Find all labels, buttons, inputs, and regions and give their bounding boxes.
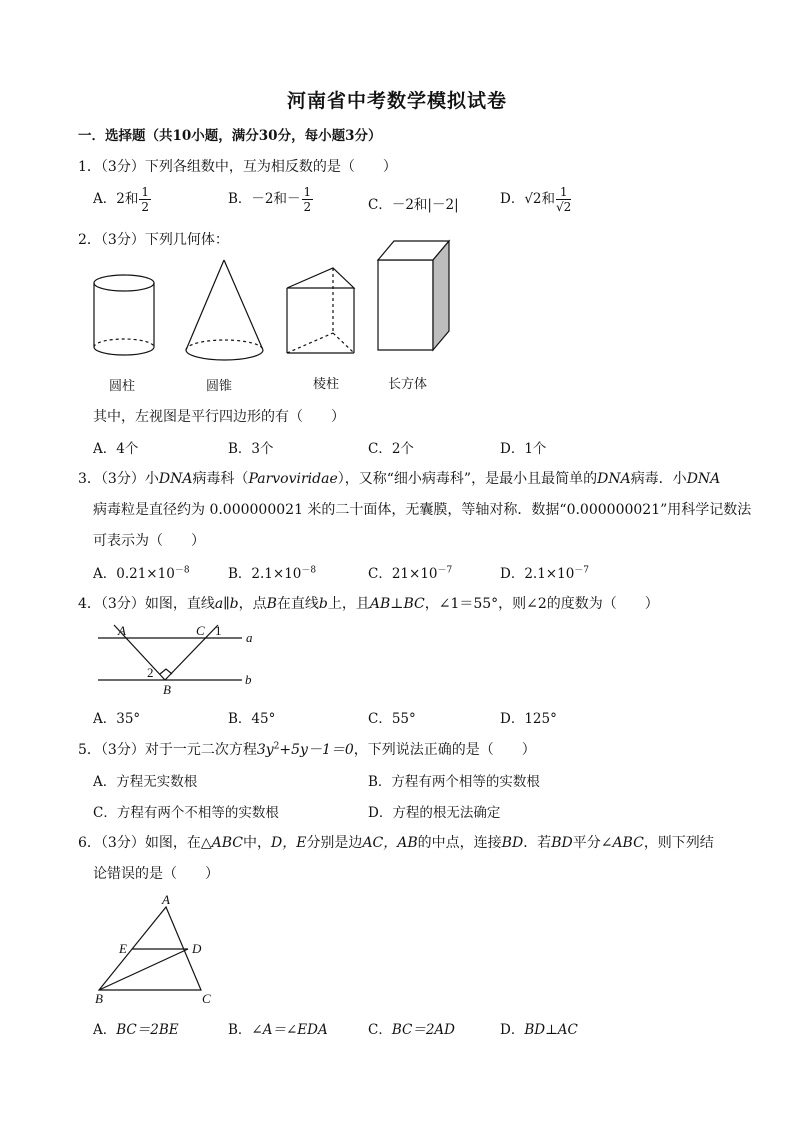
- question-5: 5．（3分）对于一元二次方程$3y^2+5y-1=0$，下列说法正确的是（ ）: [78, 741, 536, 758]
- shape-label-cylinder: 圆柱: [109, 379, 136, 394]
- q2-prompt: 其中，左视图是平行四边形的有（ ）: [93, 409, 345, 425]
- q5-option-a: A．方程无实数根: [93, 774, 198, 790]
- q4-label-1: 1: [215, 623, 222, 638]
- q6-triangle-figure: [99, 907, 201, 990]
- q1-option-d: D．√2和 $\frac{1}{√2}$: [500, 185, 572, 214]
- q1-d-fraction: $\frac{1}{√2}$: [556, 185, 572, 214]
- q3-option-a: A．$0.21\times 10^{-8}$: [93, 565, 190, 582]
- q1-option-b: B．－2和－ $\frac{1}{2}$: [228, 185, 312, 214]
- prism-figure: [287, 268, 354, 353]
- shape-label-cuboid: 长方体: [388, 377, 428, 392]
- q6-label-E: E: [119, 941, 127, 956]
- q4-label-C: C: [196, 623, 205, 638]
- q4-label-B: B: [163, 682, 171, 697]
- q6-option-b: B．∠A＝∠EDA: [228, 1022, 328, 1038]
- q6-option-c: C．BC＝2AD: [368, 1022, 456, 1038]
- q2-option-a: A．4个: [93, 441, 139, 457]
- cone-figure: [186, 260, 263, 360]
- q4-label-b: b: [245, 672, 252, 687]
- q5-option-c: C．方程有两个不相等的实数根: [93, 805, 279, 821]
- q1-option-a: A．2和 $\frac{1}{2}$: [93, 185, 149, 214]
- cuboid-figure: [378, 241, 449, 350]
- q4-label-2: 2: [147, 665, 154, 680]
- q3-line-2: 病毒粒是直径约为 0.000000021 米的二十面体，无囊膜，等轴对称．数据“0.000000021”用科学记数法: [93, 502, 752, 518]
- q2-option-c: C．2个: [368, 441, 414, 457]
- q3-option-c: C．$21\times 10^{-7}$: [368, 565, 453, 582]
- q6-label-C: C: [202, 991, 211, 1006]
- q5-option-b: B．方程有两个相等的实数根: [368, 774, 540, 790]
- q4-label-a: a: [246, 630, 253, 645]
- q2-option-d: D．1个: [500, 441, 547, 457]
- q4-option-d: D．125°: [500, 711, 557, 727]
- question-4: 4．（3分）如图，直线a∥b，点B在直线b上，且AB⊥BC，∠1＝55°，则∠2的度数为（ ）: [78, 596, 659, 612]
- page-title: 河南省中考数学模拟试卷: [286, 90, 507, 112]
- q1-option-c: C．－2和|－2|: [368, 197, 459, 213]
- q3-line-3: 可表示为（ ）: [93, 533, 205, 549]
- q6-option-a: A．BC＝2BE: [93, 1022, 179, 1038]
- shape-label-cone: 圆锥: [206, 379, 233, 394]
- q3-option-d: D．$2.1\times 10^{-7}$: [500, 565, 590, 582]
- q6-label-B: B: [95, 991, 103, 1006]
- question-3: 3．（3分）小DNA病毒科（Parvoviridae），又称“细小病毒科”，是最小且最简单的DNA病毒．小DNA: [78, 471, 721, 487]
- q1-number: 1．: [78, 159, 101, 175]
- q2-option-b: B．3个: [228, 441, 274, 457]
- q3-option-b: B．$2.1\times 10^{-8}$: [228, 565, 317, 582]
- q6-label-A: A: [162, 892, 170, 907]
- section-heading: 一．选择题（共10小题，满分30分，每小题3分）: [78, 128, 382, 144]
- q1-b-fraction: $\frac{1}{2}$: [303, 185, 312, 214]
- q4-option-b: B．45°: [228, 711, 276, 727]
- q4-option-a: A．35°: [93, 711, 141, 727]
- cylinder-figure: [94, 275, 154, 355]
- shape-label-prism: 棱柱: [313, 377, 340, 392]
- q1-a-fraction: $\frac{1}{2}$: [141, 185, 149, 214]
- question-6: 6．（3分）如图，在△ABC中，D，E分别是边AC，AB的中点，连接BD．若BD平分∠ABC，则下列结: [78, 835, 714, 851]
- question-2: 2．（3分）下列几何体：: [78, 232, 229, 248]
- q4-option-c: C．55°: [368, 711, 416, 727]
- q6-option-d: D．BD⊥AC: [500, 1022, 578, 1038]
- q5-option-d: D．方程的根无法确定: [368, 805, 501, 821]
- q1-text: （3分）下列各组数中，互为相反数的是（ ）: [100, 159, 397, 175]
- q4-label-A: A: [118, 623, 126, 638]
- q6-line-2: 论错误的是（ ）: [93, 866, 219, 882]
- q6-label-D: D: [192, 941, 202, 956]
- q2-text: （3分）下列几何体：: [100, 232, 229, 248]
